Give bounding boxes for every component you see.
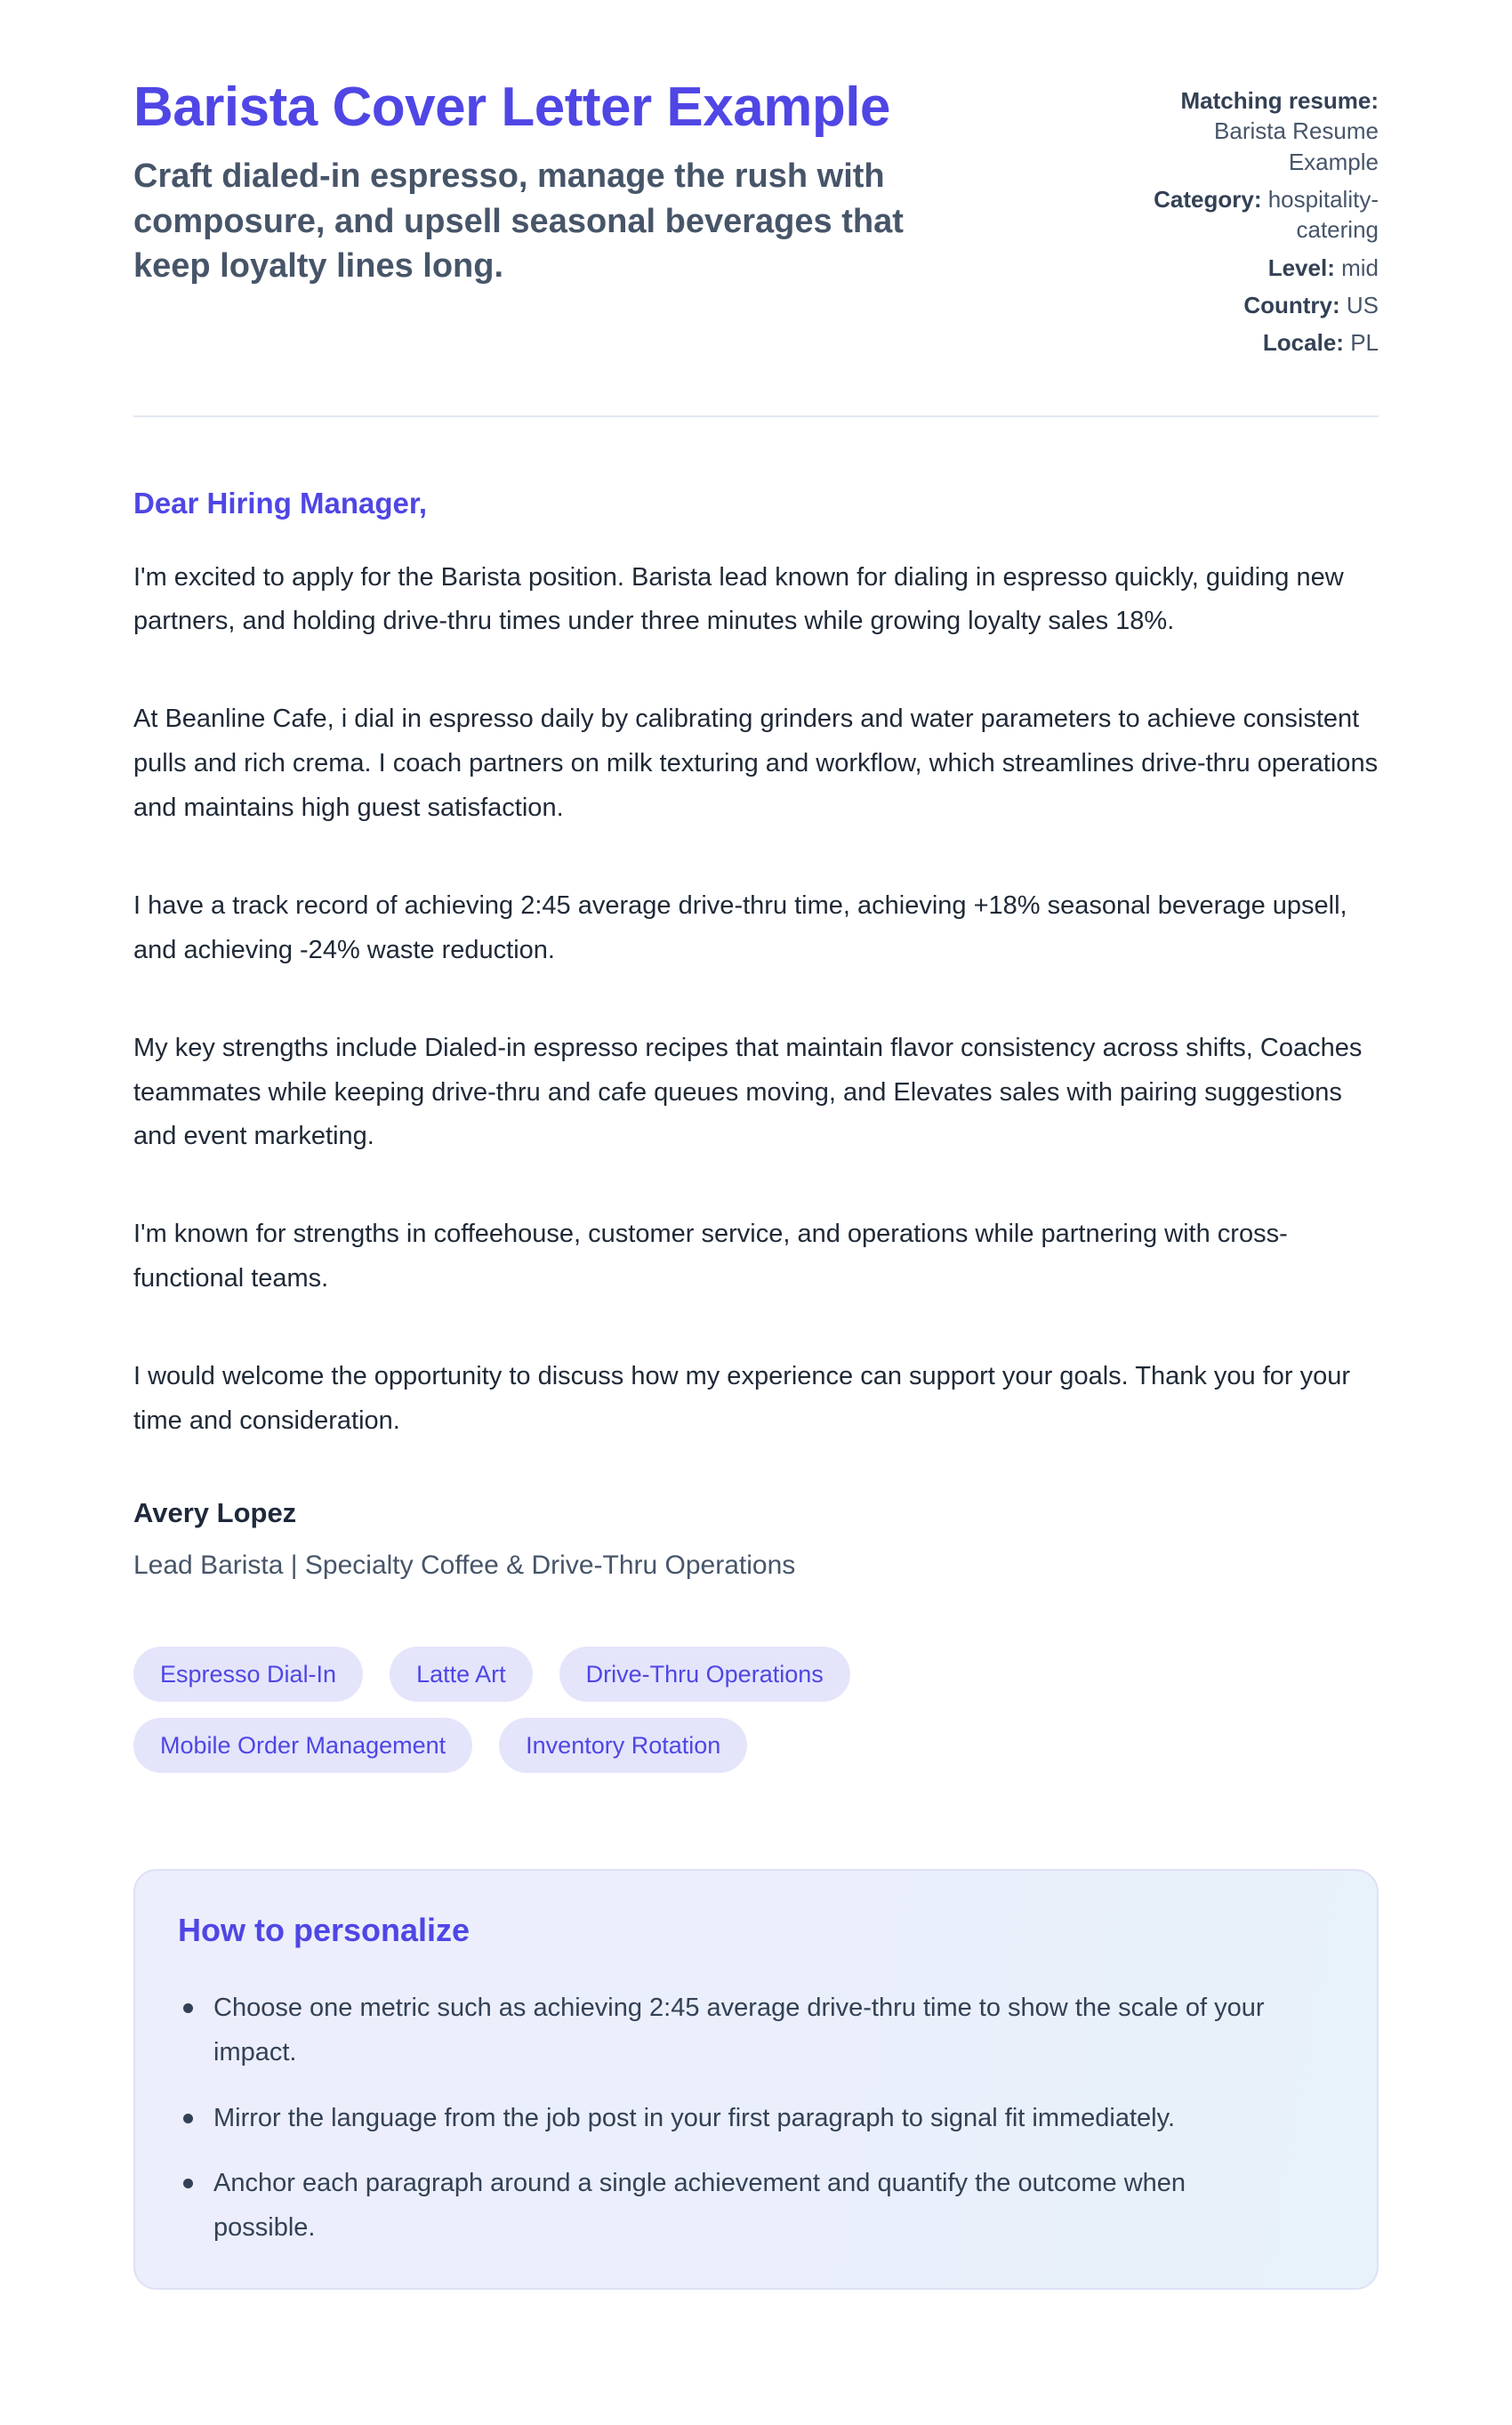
tag-chip-drive-thru-operations: Drive-Thru Operations xyxy=(559,1647,850,1702)
meta-value: hospitality-catering xyxy=(1267,185,1379,244)
tag-chip-espresso-dial-in: Espresso Dial-In xyxy=(133,1647,363,1702)
letter-paragraph: I would welcome the opportunity to discuss how my experience can support your goals. Thank you for your time and consideration. xyxy=(133,1362,1351,1435)
meta-item-matching-resume xyxy=(1137,85,1379,177)
how-to-personalize-card xyxy=(133,1869,1379,2290)
tag-chip-mobile-order-management: Mobile Order Management xyxy=(133,1718,472,1773)
meta-value: Barista Resume Example xyxy=(1214,117,1379,175)
signature-block xyxy=(133,1497,1379,1581)
bullet-icon xyxy=(183,2114,193,2123)
meta-value: PL xyxy=(1350,329,1379,357)
tip-item xyxy=(178,2162,1290,2251)
meta-label: Locale: xyxy=(1262,329,1344,357)
tag-chip-latte-art: Latte Art xyxy=(390,1647,533,1702)
cover-letter-body xyxy=(133,487,1379,1581)
tip-item xyxy=(178,2097,1290,2141)
letter-paragraph: At Beanline Cafe, i dial in espresso daily by calibrating grinders and water parameters to achieve consistent pulls and rich crema. I coach partners on milk texturing and workflow, which streamlines drive-thru operations and maintains high guest satisfaction. xyxy=(133,705,1379,822)
meta-label: Country: xyxy=(1243,291,1340,318)
meta-item-category xyxy=(1137,184,1379,246)
skill-tags xyxy=(133,1647,1201,1773)
bullet-icon xyxy=(183,2179,193,2188)
letter-paragraph: My key strengths include Dialed-in espresso recipes that maintain flavor consistency across shifts, Coaches teammates while keeping drive-thru and cafe queues moving, and Elevates sales with pairing suggestions and event marketing. xyxy=(133,1033,1363,1151)
letter-greeting: Dear Hiring Manager, xyxy=(133,486,428,520)
tip-text: Mirror the language from the job post in your first paragraph to signal fit immediately. xyxy=(213,2103,1176,2132)
meta-item-country xyxy=(1137,290,1379,320)
page-subtitle: Craft dialed-in espresso, manage the rush with composure, and upsell seasonal beverages that keep loyalty lines long. xyxy=(133,157,904,285)
tip-text: Choose one metric such as achieving 2:45 average drive-thru time to show the scale of your impact. xyxy=(213,1993,1265,2066)
tag-chip-inventory-rotation: Inventory Rotation xyxy=(499,1718,747,1773)
header-title-block xyxy=(133,77,987,288)
meta-label: Level: xyxy=(1267,254,1335,281)
signature-role: Lead Barista | Specialty Coffee & Drive-Thru Operations xyxy=(133,1550,796,1580)
header-divider xyxy=(133,415,1379,417)
page-title: Barista Cover Letter Example xyxy=(133,77,890,138)
tips-title: How to personalize xyxy=(178,1911,470,1948)
letter-paragraph: I'm excited to apply for the Barista position. Barista lead known for dialing in espresso quickly, guiding new partners, and holding drive-thru times under three minutes while growing loyalty sales 18%. xyxy=(133,562,1344,636)
bullet-icon xyxy=(183,2003,193,2013)
tips-list xyxy=(178,1986,1327,2251)
meta-value: mid xyxy=(1341,254,1379,281)
meta-item-locale xyxy=(1137,327,1379,358)
meta-item-level xyxy=(1137,253,1379,283)
signature-name: Avery Lopez xyxy=(133,1496,297,1528)
page-header xyxy=(133,77,1379,366)
resume-meta-panel xyxy=(1137,77,1379,366)
cover-letter-page xyxy=(133,0,1379,2290)
tip-text: Anchor each paragraph around a single achievement and quantify the outcome when possible. xyxy=(213,2169,1186,2243)
letter-paragraph: I'm known for strengths in coffeehouse, customer service, and operations while partnering with cross-functional teams. xyxy=(133,1220,1288,1293)
meta-label: Category: xyxy=(1154,185,1262,213)
letter-paragraph: I have a track record of achieving 2:45 average drive-thru time, achieving +18% seasonal beverage upsell, and achieving -24% waste reduction. xyxy=(133,890,1347,964)
meta-value: US xyxy=(1346,291,1379,318)
meta-label: Matching resume: xyxy=(1180,87,1379,114)
tip-item xyxy=(178,1986,1290,2075)
